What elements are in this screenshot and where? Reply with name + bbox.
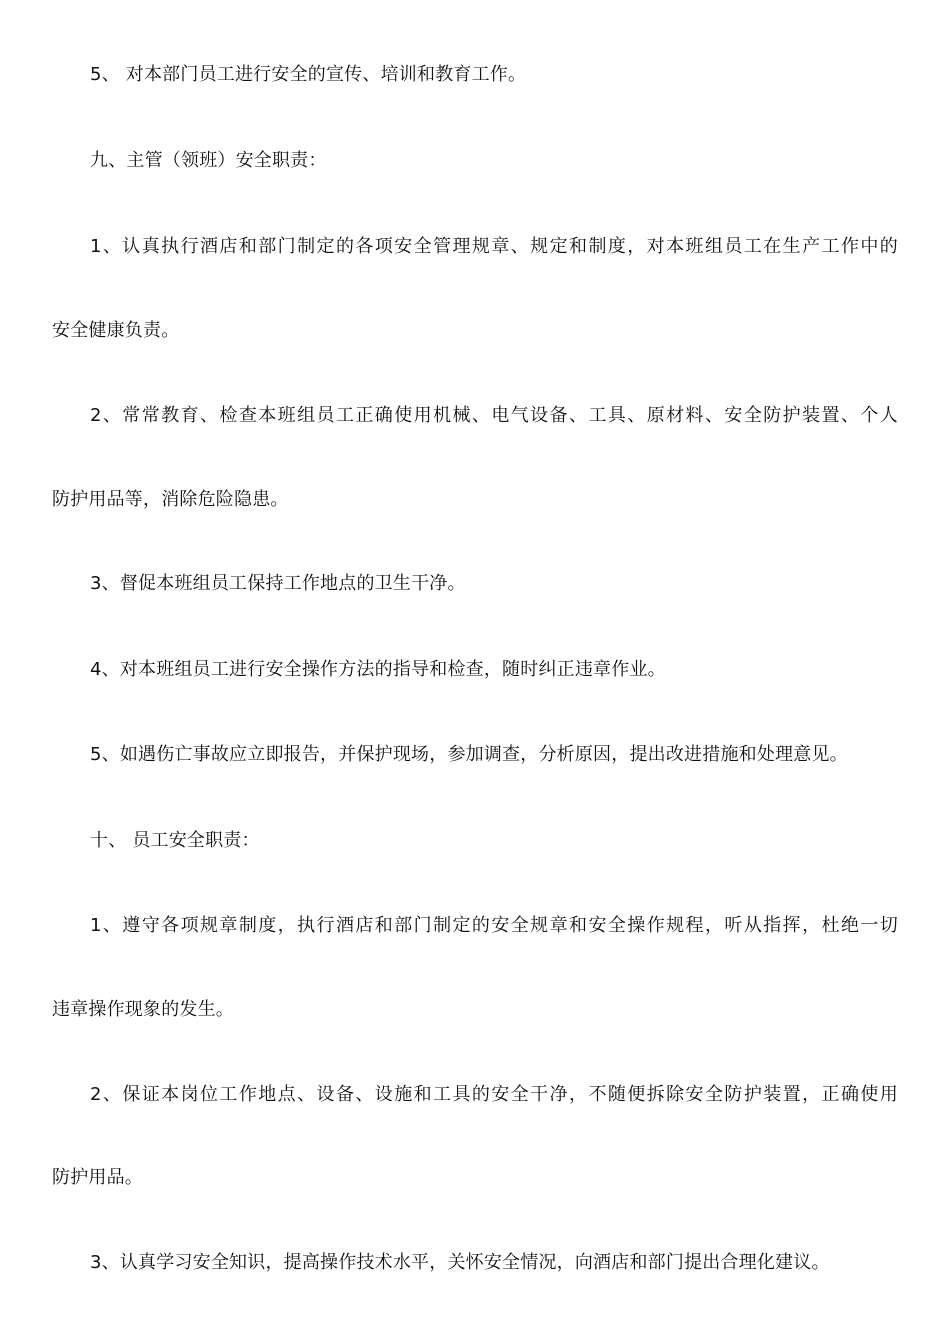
item-employee-2-line-1: 2、保证本岗位工作地点、设备、设施和工具的安全干净，不随便拆除安全防护装置，正确使用	[90, 1084, 898, 1105]
item-supervisor-1-line-2: 安全健康负责。	[52, 320, 180, 341]
item-supervisor-2-line-1: 2、常常教育、检查本班组员工正确使用机械、电气设备、工具、原材料、安全防护装置、个人	[90, 405, 898, 426]
item-employee-2-line-2: 防护用品。	[52, 1167, 143, 1188]
item-supervisor-4: 4、对本班组员工进行安全操作方法的指导和检查，随时纠正违章作业。	[90, 659, 666, 680]
item-dept-5: 5、 对本部门员工进行安全的宣传、培训和教育工作。	[90, 64, 527, 85]
item-supervisor-5: 5、如遇伤亡事故应立即报告，并保护现场，参加调查，分析原因，提出改进措施和处理意见。	[90, 744, 848, 765]
item-employee-1-line-1: 1、遵守各项规章制度，执行酒店和部门制定的安全规章和安全操作规程，听从指挥，杜绝一切	[90, 915, 898, 936]
section-9-heading: 九、主管（领班）安全职责：	[90, 150, 327, 171]
item-employee-3: 3、认真学习安全知识，提高操作技术水平，关怀安全情况，向酒店和部门提出合理化建议。	[90, 1252, 830, 1273]
item-supervisor-2-line-2: 防护用品等，消除危险隐患。	[52, 489, 289, 510]
item-supervisor-3: 3、督促本班组员工保持工作地点的卫生干净。	[90, 573, 466, 594]
item-supervisor-1-line-1: 1、认真执行酒店和部门制定的各项安全管理规章、规定和制度，对本班组员工在生产工作中的	[90, 236, 898, 257]
item-employee-1-line-2: 违章操作现象的发生。	[52, 999, 234, 1020]
section-10-heading: 十、 员工安全职责：	[90, 830, 260, 851]
